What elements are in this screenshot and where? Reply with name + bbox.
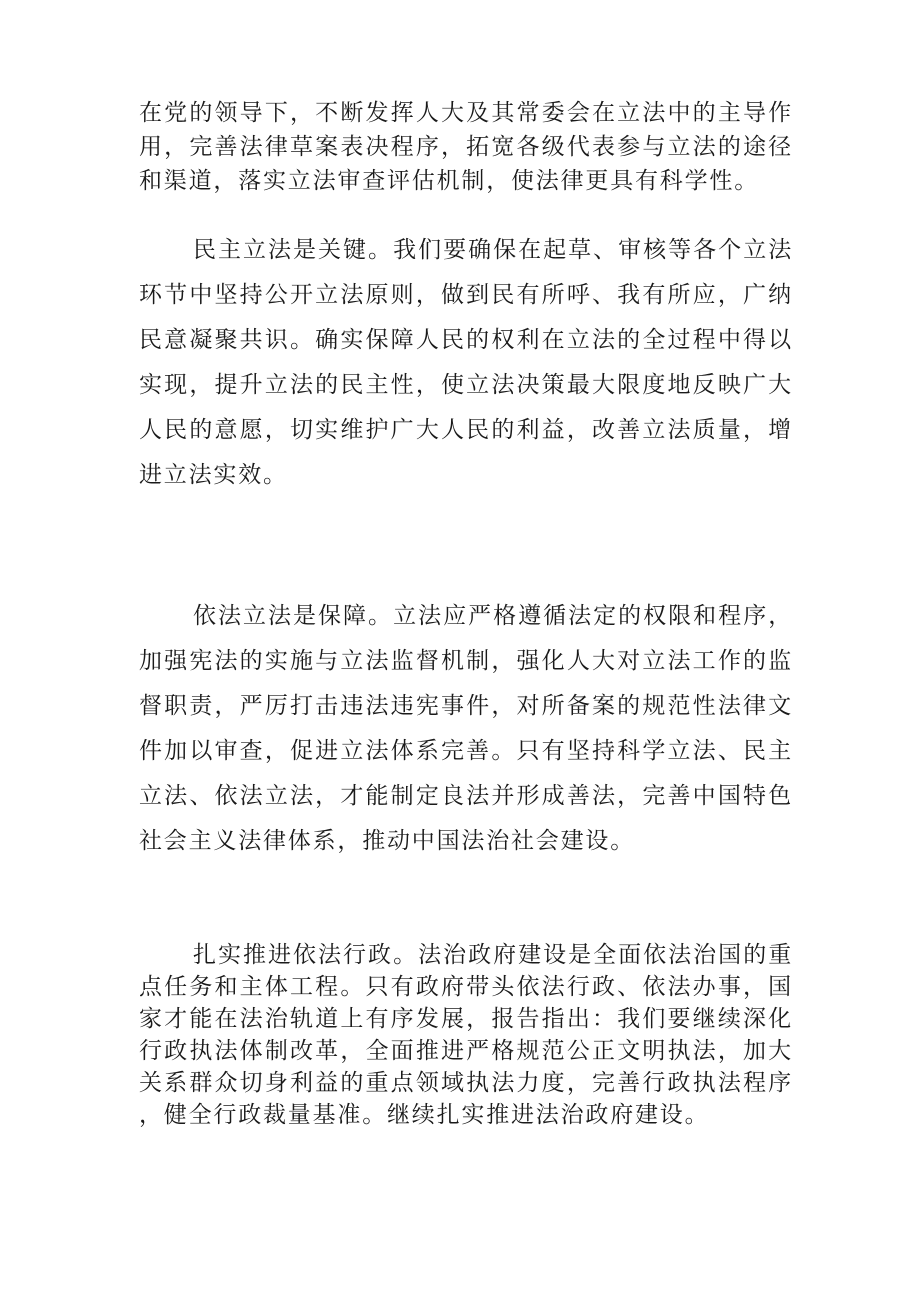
paragraph-law-based-administration: 扎实推进依法行政。法治政府建设是全面依法治国的重点任务和主体工程。只有政府带头依法行政、依法办事，国家才能在法治轨道上有序发展，报告指出：我们要继续深化行政执法体制改革，全面推进严格规范公正文明执法，加大关系群众切身利益的重点领域执法力度，完善行政执法程序，健全行政裁量基准。继续扎实推进法治政府建设。 — [139, 942, 793, 1128]
paragraph-lawful-legislation: 依法立法是保障。立法应严格遵循法定的权限和程序，加强宪法的实施与立法监督机制，强化人大对立法工作的监督职责，严厉打击违法违宪事件，对所备案的规范性法律文件加以审查，促进立法体系完善。只有坚持科学立法、民主立法、依法立法，才能制定良法并形成善法，完善中国特色社会主义法律体系，推动中国法治社会建设。 — [139, 603, 793, 854]
paragraph-democratic-legislation: 民主立法是关键。我们要确保在起草、审核等各个立法环节中坚持公开立法原则，做到民有所呼、我有所应，广纳民意凝聚共识。确实保障人民的权利在立法的全过程中得以实现，提升立法的民主性，使立法决策最大限度地反映广大人民的意愿，切实维护广大人民的利益，改善立法质量，增进立法实效。 — [139, 237, 793, 488]
paragraph-legislative-leadership: 在党的领导下，不断发挥人大及其常委会在立法中的主导作用，完善法律草案表决程序，拓宽各级代表参与立法的途径和渠道，落实立法审查评估机制，使法律更具有科学性。 — [139, 100, 793, 194]
